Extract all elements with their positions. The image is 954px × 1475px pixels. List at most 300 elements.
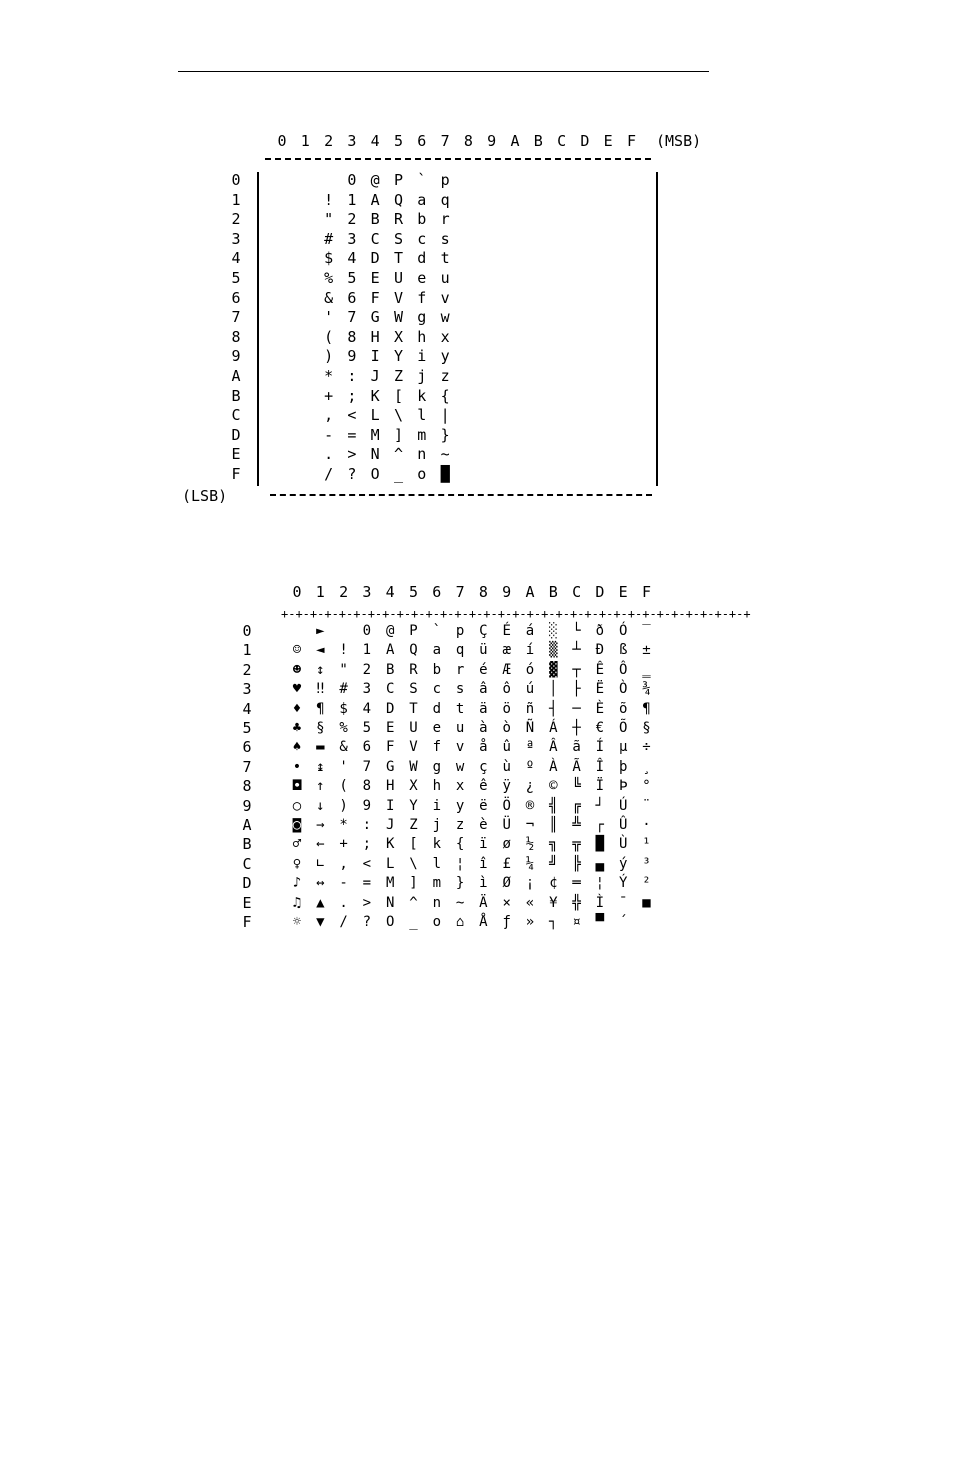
char-cell: Y — [409, 797, 418, 814]
char-cell: ¹ — [642, 836, 651, 853]
char-cell: M — [385, 875, 395, 892]
char-cell: ¶ — [642, 700, 651, 717]
char-cell: é — [479, 661, 488, 678]
char-cell: ( — [324, 327, 334, 346]
char-cell: ! — [339, 642, 348, 659]
char-cell: Ä — [479, 894, 488, 911]
char-cell: g — [417, 308, 427, 327]
char-cell: ; — [347, 386, 357, 405]
char-cell: ♥ — [292, 681, 302, 698]
char-cell: u — [440, 269, 450, 287]
char-cell: ? — [362, 914, 372, 930]
char-cell: ═ — [572, 875, 581, 892]
char-cell: M — [370, 425, 380, 444]
row-label: 0 — [231, 171, 241, 189]
char-cell: • — [292, 758, 302, 775]
char-cell: ƒ — [502, 914, 511, 930]
char-cell: ú — [525, 681, 535, 698]
char-cell: 4 — [347, 249, 357, 268]
row-label: A — [242, 816, 252, 834]
char-cell: W — [409, 758, 418, 775]
column-header: A — [510, 132, 520, 150]
char-cell: Â — [549, 739, 558, 756]
char-cell: ◄ — [316, 642, 325, 659]
char-cell: þ — [618, 758, 628, 775]
column-header: 0 — [292, 583, 302, 601]
char-cell: ò — [502, 720, 511, 736]
char-cell: ½ — [525, 836, 535, 853]
column-header: E — [618, 583, 628, 601]
char-cell: m — [417, 425, 427, 444]
char-cell: U — [409, 720, 418, 736]
char-cell: J — [385, 817, 395, 833]
char-cell: µ — [618, 739, 628, 756]
char-cell: " — [324, 210, 334, 229]
char-cell: │ — [549, 681, 558, 698]
char-cell: æ — [502, 642, 511, 659]
char-cell: d — [432, 700, 442, 717]
char-cell: ç — [479, 758, 488, 775]
char-cell: ♫ — [292, 894, 302, 911]
char-cell: ► — [316, 623, 325, 639]
char-cell: 3 — [362, 681, 372, 698]
char-cell — [319, 170, 339, 190]
char-cell: ¶ — [316, 700, 325, 717]
char-cell: Ï — [595, 778, 605, 795]
char-cell: 7 — [362, 758, 372, 775]
char-cell: y — [455, 797, 465, 814]
row-label: C — [231, 406, 241, 425]
char-cell: Î — [595, 758, 605, 775]
char-cell: + — [324, 386, 334, 405]
char-cell: w — [455, 758, 465, 775]
char-cell: E — [370, 269, 380, 287]
char-cell: V — [393, 288, 404, 307]
char-cell: § — [316, 720, 325, 736]
row-label: E — [231, 445, 241, 464]
char-cell: q — [440, 190, 450, 209]
char-cell: ╔ — [572, 797, 581, 814]
char-cell: ╬ — [572, 894, 581, 911]
char-cell: á — [525, 623, 535, 639]
char-cell: ■ — [642, 894, 651, 911]
char-cell: └ — [572, 623, 581, 639]
row-label: 8 — [242, 777, 252, 796]
char-cell: ▄ — [595, 855, 605, 872]
char-cell: ┼ — [572, 720, 581, 736]
char-cell: Æ — [502, 661, 511, 678]
char-cell: Ö — [502, 797, 511, 814]
row-label: 2 — [231, 210, 241, 229]
char-cell: ║ — [549, 817, 558, 833]
char-cell: H — [370, 327, 380, 346]
char-cell: C — [385, 681, 395, 698]
right-border — [656, 172, 658, 486]
char-cell: | — [440, 406, 450, 425]
column-header: F — [641, 583, 652, 601]
char-cell: e — [432, 720, 442, 736]
char-cell: ã — [572, 739, 581, 756]
char-cell: y — [440, 347, 450, 366]
char-cell: S — [409, 681, 418, 698]
row-label: 9 — [242, 796, 252, 815]
char-cell: e — [417, 269, 427, 287]
char-cell: j — [432, 817, 442, 833]
char-cell: # — [324, 229, 334, 248]
char-cell: I — [370, 347, 380, 366]
char-cell: @ — [370, 171, 380, 189]
char-cell: § — [642, 720, 651, 736]
char-cell: █ — [595, 836, 605, 853]
char-cell: ± — [642, 642, 651, 659]
char-cell: [ — [409, 836, 418, 853]
char-cell: q — [455, 642, 465, 659]
char-cell: ↓ — [316, 797, 325, 814]
char-cell: : — [362, 817, 372, 833]
char-cell: ▼ — [316, 914, 325, 930]
left-border — [257, 172, 259, 486]
char-cell: ◙ — [292, 817, 302, 833]
column-header: 7 — [440, 132, 450, 150]
char-cell: > — [362, 894, 372, 911]
char-cell: J — [370, 367, 380, 385]
char-cell: ~ — [440, 445, 450, 464]
char-cell: 7 — [347, 308, 357, 327]
char-cell: ┌ — [595, 817, 605, 833]
char-cell — [333, 622, 355, 642]
char-cell: ¢ — [549, 875, 558, 892]
char-cell: 2 — [347, 210, 357, 229]
row-label: 6 — [231, 288, 241, 307]
char-cell: h — [432, 778, 442, 795]
char-cell: $ — [324, 249, 334, 268]
char-cell: █ — [440, 465, 450, 483]
column-header: A — [525, 583, 535, 601]
char-cell: Ë — [595, 681, 605, 698]
column-header: B — [533, 132, 543, 150]
char-cell: ª — [525, 739, 535, 756]
char-cell: 4 — [362, 700, 372, 717]
char-cell: @ — [385, 623, 395, 639]
row-label: B — [231, 386, 241, 405]
column-header: D — [580, 132, 590, 150]
column-header: B — [548, 583, 558, 601]
char-cell: Û — [618, 817, 628, 833]
char-cell: ▲ — [316, 894, 325, 911]
char-cell: 8 — [362, 778, 372, 795]
char-cell: → — [316, 817, 325, 833]
char-cell: Ã — [572, 758, 581, 775]
char-cell: H — [385, 778, 395, 795]
char-cell: Ó — [618, 623, 628, 639]
char-cell: 5 — [362, 720, 372, 736]
char-cell: l — [417, 406, 427, 425]
char-cell: % — [339, 720, 348, 736]
char-cell: U — [393, 269, 404, 287]
char-cell: ï — [479, 836, 488, 853]
char-cell: ○ — [292, 797, 302, 814]
char-cell: 1 — [362, 642, 372, 659]
char-cell: h — [417, 327, 427, 346]
char-cell: ∟ — [316, 855, 325, 872]
char-cell: b — [432, 661, 442, 678]
char-cell: ð — [595, 623, 605, 639]
char-cell: ÿ — [502, 778, 511, 795]
char-cell: ^ — [393, 445, 404, 464]
char-cell: w — [440, 308, 450, 327]
char-cell: Ù — [618, 836, 628, 853]
char-cell: Q — [409, 642, 418, 659]
column-header: 4 — [370, 132, 380, 150]
char-cell: T — [393, 249, 404, 268]
char-cell: · — [642, 817, 651, 833]
char-cell: ↕ — [316, 661, 325, 678]
char-cell: ô — [502, 681, 511, 698]
char-cell: ▀ — [595, 914, 605, 930]
char-cell: Í — [595, 739, 605, 756]
char-cell: Ý — [618, 875, 628, 892]
char-cell: ↨ — [316, 758, 325, 775]
char-cell: ` — [417, 171, 427, 189]
char-cell: È — [595, 700, 605, 717]
char-cell: ) — [324, 347, 334, 366]
row-label: A — [231, 367, 241, 385]
char-cell: Õ — [618, 720, 628, 736]
char-cell: 6 — [347, 288, 357, 307]
row-label: 2 — [242, 660, 252, 679]
char-cell: ╗ — [549, 836, 558, 853]
char-cell: ◘ — [292, 778, 302, 795]
char-cell: l — [432, 855, 442, 872]
char-cell: ▓ — [549, 661, 558, 678]
char-cell: K — [385, 836, 395, 853]
char-cell: , — [339, 855, 348, 872]
row-label: 8 — [231, 327, 241, 346]
char-cell: k — [432, 836, 442, 853]
char-cell: ² — [642, 875, 651, 892]
row-label: 9 — [231, 347, 241, 366]
char-cell: Z — [409, 817, 418, 833]
char-cell: [ — [393, 386, 404, 405]
char-cell: z — [440, 367, 450, 385]
char-cell: ┐ — [549, 914, 558, 930]
column-header: E — [603, 132, 613, 150]
column-header: 9 — [487, 132, 497, 150]
char-cell: s — [455, 681, 465, 698]
char-cell: x — [455, 778, 465, 795]
char-cell: ☼ — [292, 914, 302, 930]
char-cell: o — [417, 465, 427, 483]
char-cell: 8 — [347, 327, 357, 346]
char-cell: ö — [502, 700, 511, 717]
row-label: 4 — [231, 249, 241, 268]
column-header: 4 — [385, 583, 395, 601]
char-cell: û — [502, 739, 511, 756]
char-cell: , — [324, 406, 334, 425]
char-cell: ↔ — [316, 875, 325, 892]
char-cell: ♠ — [292, 739, 302, 756]
char-cell: Ò — [618, 681, 628, 698]
row-label: D — [242, 874, 252, 893]
char-cell: î — [479, 855, 488, 872]
char-cell: 0 — [362, 623, 372, 639]
char-cell: ß — [618, 642, 628, 659]
char-cell: \ — [393, 406, 404, 425]
char-cell: è — [479, 817, 488, 833]
char-cell: F — [370, 288, 380, 307]
char-cell: P — [409, 623, 418, 639]
char-cell: _ — [409, 914, 418, 930]
row-label: F — [231, 465, 241, 483]
char-cell: $ — [339, 700, 348, 717]
column-header: 2 — [324, 132, 334, 150]
char-cell — [636, 913, 658, 933]
char-cell: P — [393, 171, 404, 189]
char-cell: × — [502, 894, 511, 911]
char-cell: º — [525, 758, 535, 775]
row-label: 1 — [242, 641, 252, 660]
row-label: C — [242, 854, 252, 873]
char-cell: ¡ — [525, 875, 535, 892]
char-cell: V — [409, 739, 418, 756]
char-cell: g — [432, 758, 442, 775]
column-header: 2 — [339, 583, 349, 601]
char-cell: / — [339, 914, 348, 930]
char-cell: # — [339, 681, 348, 698]
char-cell: j — [417, 367, 427, 385]
char-cell: ( — [339, 778, 348, 795]
char-cell: Z — [393, 367, 404, 385]
char-cell: 5 — [347, 269, 357, 287]
char-cell: C — [370, 229, 380, 248]
char-cell: a — [432, 642, 442, 659]
char-cell: ) — [339, 797, 348, 814]
char-cell: ☻ — [292, 661, 302, 678]
row-label: E — [242, 893, 252, 912]
char-cell: ° — [642, 778, 651, 795]
char-cell: O — [370, 465, 380, 483]
char-cell: G — [370, 308, 380, 327]
char-cell: ] — [393, 425, 404, 444]
char-cell: Ê — [595, 661, 605, 678]
char-cell: 9 — [347, 347, 357, 366]
row-label: 3 — [231, 229, 241, 248]
char-cell: € — [595, 720, 605, 736]
char-cell: ¤ — [572, 914, 581, 930]
char-cell: D — [370, 249, 380, 268]
char-cell: A — [385, 642, 395, 659]
char-cell: 6 — [362, 739, 372, 756]
char-cell: Ü — [502, 817, 511, 833]
char-cell: i — [432, 797, 442, 814]
char-cell: 0 — [347, 171, 357, 189]
char-cell: ¥ — [549, 894, 558, 911]
char-cell: ? — [347, 465, 357, 483]
char-cell: + — [339, 836, 348, 853]
char-cell: n — [417, 445, 427, 464]
char-cell: " — [339, 661, 348, 678]
char-cell: a — [417, 190, 427, 209]
char-cell: ‗ — [642, 661, 651, 678]
char-cell: * — [324, 367, 334, 385]
column-header: F — [626, 132, 637, 150]
column-header: 1 — [300, 132, 310, 150]
char-cell: 3 — [347, 229, 357, 248]
char-cell: Á — [549, 720, 558, 736]
char-cell: p — [455, 623, 465, 639]
char-cell: G — [385, 758, 395, 775]
row-label: 7 — [242, 757, 252, 776]
column-header: 0 — [277, 132, 287, 150]
char-cell: ╝ — [549, 855, 558, 872]
char-cell: ë — [479, 797, 488, 814]
column-header: 5 — [408, 583, 419, 601]
top-dashed-border — [265, 158, 651, 160]
char-cell: > — [347, 445, 357, 464]
row-label: 0 — [242, 622, 252, 640]
char-cell: Ç — [479, 623, 488, 639]
char-cell: Ð — [595, 642, 605, 659]
char-cell: ─ — [572, 700, 581, 717]
char-cell: ♣ — [292, 720, 302, 736]
char-cell: ╩ — [572, 817, 581, 833]
char-cell: ì — [479, 875, 488, 892]
char-cell: t — [455, 700, 465, 717]
char-cell: & — [324, 288, 334, 307]
char-cell: í — [525, 642, 535, 659]
char-cell: ó — [525, 661, 535, 678]
row-label: D — [231, 425, 241, 444]
row-label: F — [242, 913, 252, 931]
char-cell: ¸ — [642, 758, 651, 775]
char-cell: K — [370, 386, 380, 405]
char-cell: x — [440, 327, 450, 346]
char-cell: c — [432, 681, 442, 698]
char-cell: ø — [502, 836, 511, 853]
char-cell: { — [455, 836, 465, 853]
char-cell: ♪ — [292, 875, 302, 892]
row-label: 5 — [231, 269, 241, 287]
char-cell: ╚ — [572, 778, 581, 795]
char-cell: . — [339, 894, 348, 911]
char-cell: r — [455, 661, 465, 678]
char-cell: % — [324, 269, 334, 287]
row-label: 1 — [231, 190, 241, 209]
char-cell: S — [393, 229, 404, 248]
char-cell: : — [347, 367, 357, 385]
char-cell: * — [339, 817, 348, 833]
char-cell: E — [385, 720, 395, 736]
char-cell: õ — [618, 700, 628, 717]
char-cell: X — [393, 327, 404, 346]
char-cell: B — [370, 210, 380, 229]
char-cell: Ø — [502, 875, 511, 892]
char-cell: Y — [393, 347, 404, 366]
char-cell: Å — [479, 914, 488, 930]
column-header: 8 — [463, 132, 473, 150]
char-cell: N — [385, 894, 395, 911]
top-rule — [178, 71, 709, 72]
char-cell: Ú — [618, 797, 628, 814]
row-label: 6 — [242, 738, 252, 757]
bottom-dashed-border — [270, 494, 652, 496]
char-cell: ▒ — [549, 642, 558, 659]
char-cell: } — [455, 875, 465, 892]
char-cell: ┬ — [572, 661, 581, 678]
char-cell: u — [455, 720, 465, 736]
char-cell: f — [417, 288, 427, 307]
char-cell: { — [440, 386, 450, 405]
